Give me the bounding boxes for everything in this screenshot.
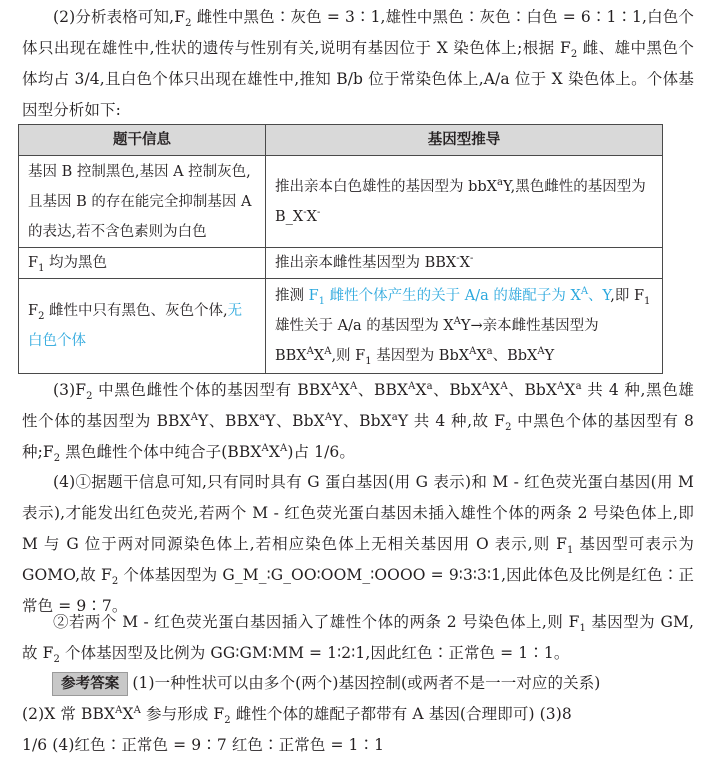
superscript: A [557, 380, 565, 392]
superscript: a [486, 346, 493, 358]
text: F [308, 288, 319, 304]
superscript: A [261, 442, 269, 454]
row3-info [19, 279, 266, 374]
superscript: a [575, 380, 582, 392]
text: X [122, 705, 134, 723]
table-row [19, 156, 663, 248]
superscript: A [280, 442, 288, 454]
text: 个体基因型及比例为 GG∶GM∶MM = 1∶2∶1,因此红色∶正常色 = 1∶1。 [59, 644, 570, 662]
text: X [306, 208, 317, 225]
text: 推出亲本白色雄性的基因型为 bbX [275, 178, 497, 195]
text: 雌性中只有黑色、灰色个体, [44, 303, 228, 319]
superscript: A [324, 346, 332, 358]
text: 、BbX [492, 348, 538, 364]
subscript: 2 [185, 18, 192, 30]
text: X [459, 255, 470, 271]
superscript: A [580, 286, 589, 298]
text: 、BbX [432, 381, 482, 399]
text: 参与形成 F [140, 705, 225, 723]
subscript: 1 [318, 295, 326, 307]
text: 雌性个体产生的关于 A/a 的雄配子为 X [325, 288, 581, 304]
superscript: A [469, 346, 477, 358]
row3-derivation [266, 279, 663, 374]
reference-answer [22, 668, 694, 761]
text: 基因型可表示为 GOMO,故 F [22, 535, 694, 584]
answer-badge: 参考答案 [52, 672, 128, 696]
subscript: 2 [111, 576, 119, 588]
text: Y [544, 348, 555, 364]
superscript: A [306, 346, 314, 358]
text: 、BBX [357, 381, 409, 399]
superscript: - [456, 253, 460, 265]
paragraph-3 [22, 375, 694, 468]
subscript: 1 [38, 262, 45, 274]
superscript: A [500, 380, 508, 392]
genotype-analysis-table [18, 124, 663, 374]
row2-info [19, 248, 266, 279]
text: F [28, 303, 39, 319]
subscript: 1 [644, 295, 651, 307]
highlight-text [308, 286, 611, 307]
text: X [489, 381, 501, 399]
text: (4)①据题干信息可知,只有同时具有 G 蛋白基因(用 G 表示)和 M - 红色荧光蛋白基因(用 M 表示),才能发出红色荧光,若两个 M - 红色荧光蛋白基因未插入雄性个体的两条 2 号染色体上,即 M 与 G 位于两对同源染色体上,若相应染色体上无相关基因用 O 表示,则 F [22, 473, 694, 553]
text: Y 共 4 种,故 F [397, 412, 506, 430]
superscript: a [497, 176, 503, 188]
subscript: 2 [86, 391, 93, 403]
superscript: A [537, 346, 545, 358]
subscript: 2 [505, 422, 512, 434]
paragraph-5 [22, 607, 694, 669]
text: X [268, 443, 281, 461]
paragraph-4 [22, 467, 694, 622]
superscript: a [391, 411, 398, 423]
p2-text2: 雌、雄中黑色个体均占 3/4,且白色个体只出现在雄性中,推知 B/b 位于常染色体上,A/a 位于 X 染色体上。个体基因型分析如下: [22, 39, 694, 119]
text: X [338, 381, 350, 399]
text: X [415, 381, 427, 399]
text: Y,黑色雌性的基因型为 B_X [275, 178, 646, 225]
text: )占 1/6。 [287, 443, 355, 461]
text: 雄性关于 A/a 的基因型为 X [275, 318, 454, 334]
row2-derivation [266, 248, 663, 279]
text: 基因型为 GM,故 F [22, 613, 694, 662]
text: F [28, 255, 39, 271]
answer-line-3: 1/6 (4)红色∶正常色 = 9∶7 红色∶正常色 = 1∶1 [22, 736, 385, 754]
subscript: 2 [53, 654, 60, 666]
text: (2)X 常 BBX [22, 705, 116, 723]
paragraph-2 [22, 2, 694, 126]
text: X [476, 348, 487, 364]
text: ,则 F [331, 348, 366, 364]
text: ,即 F [610, 288, 645, 304]
text: (3)F [53, 381, 87, 399]
text: ②若两个 M - 红色荧光蛋白基因插入了雄性个体的两条 2 号染色体上,则 F [53, 613, 580, 631]
text: 个体基因型为 G_M_∶G_OO∶OOM_∶OOOO = 9∶3∶3∶1,因此体色及比例是红色∶正常色 = 9∶7。 [22, 566, 695, 615]
row1-derivation [266, 156, 663, 248]
subscript: 2 [224, 715, 231, 727]
highlight-text: 无白色个体 [28, 303, 243, 349]
text: 雌性个体的雄配子都带有 A 基因(合理即可) (3)8 [230, 705, 572, 723]
superscript: A [324, 411, 333, 423]
text: X [313, 348, 325, 364]
superscript: A [331, 380, 339, 392]
text: 推出亲本雌性基因型为 BBX [275, 255, 457, 271]
table-header-row [19, 125, 663, 156]
header-info: 题干信息 [19, 125, 266, 156]
p2-prefix: (2)分析表格可知,F [53, 8, 186, 26]
text: 均为黑色 [44, 255, 108, 271]
text: 共 4 种,黑色雄性个体的基因型为 BBX [22, 381, 695, 430]
text: Y、BbX [332, 412, 392, 430]
superscript: A [453, 316, 461, 328]
answer-line-2 [22, 704, 572, 727]
superscript: - [316, 206, 321, 218]
text: X [564, 381, 576, 399]
subscript: 1 [579, 623, 586, 635]
subscript: 1 [365, 355, 372, 367]
text: 中黑色个体的基因型有 8 种;F [22, 412, 694, 461]
text: Y、BBX [198, 412, 260, 430]
p2-text1: 雌性中黑色∶灰色 = 3∶1,雄性中黑色∶灰色∶白色 = 6∶1∶1,白色个体只出现在雄性中,性状的遗传与性别有关,说明有基因位于 X 染色体上;根据 F [22, 8, 694, 57]
answer-line-1: (1)一种性状可以由多个(两个)基因控制(或两者不是一一对应的关系) [132, 674, 601, 692]
superscript: A [115, 704, 123, 716]
text: 黑色雌性个体中纯合子(BBX [60, 443, 262, 461]
superscript: - [469, 253, 474, 265]
superscript: A [481, 380, 490, 392]
superscript: A [408, 380, 416, 392]
text: 基因型为 BbX [371, 348, 470, 364]
text: 、Y [588, 288, 611, 304]
subscript: 2 [570, 49, 578, 61]
superscript: A [190, 411, 199, 423]
table-row [19, 279, 663, 374]
subscript: 2 [38, 310, 45, 322]
row1-info: 基因 B 控制黑色,基因 A 控制灰色,且基因 B 的存在能完全抑制基因 A 的表达,若不含色素则为白色 [19, 156, 266, 248]
subscript: 1 [567, 545, 574, 557]
superscript: a [426, 380, 433, 392]
superscript: a [259, 411, 266, 423]
subscript: 2 [53, 453, 61, 465]
text: 推测 [275, 288, 309, 304]
superscript: A [349, 380, 358, 392]
text: Y、BbX [265, 412, 325, 430]
header-derivation: 基因型推导 [266, 125, 663, 156]
text: Y→亲本雌性基因型为 BBX [275, 318, 599, 364]
text: 、BbX [507, 381, 558, 399]
table-row [19, 248, 663, 279]
text: 中黑色雌性个体的基因型有 BBX [92, 381, 332, 399]
superscript: - [303, 206, 307, 218]
superscript: A [133, 704, 141, 716]
